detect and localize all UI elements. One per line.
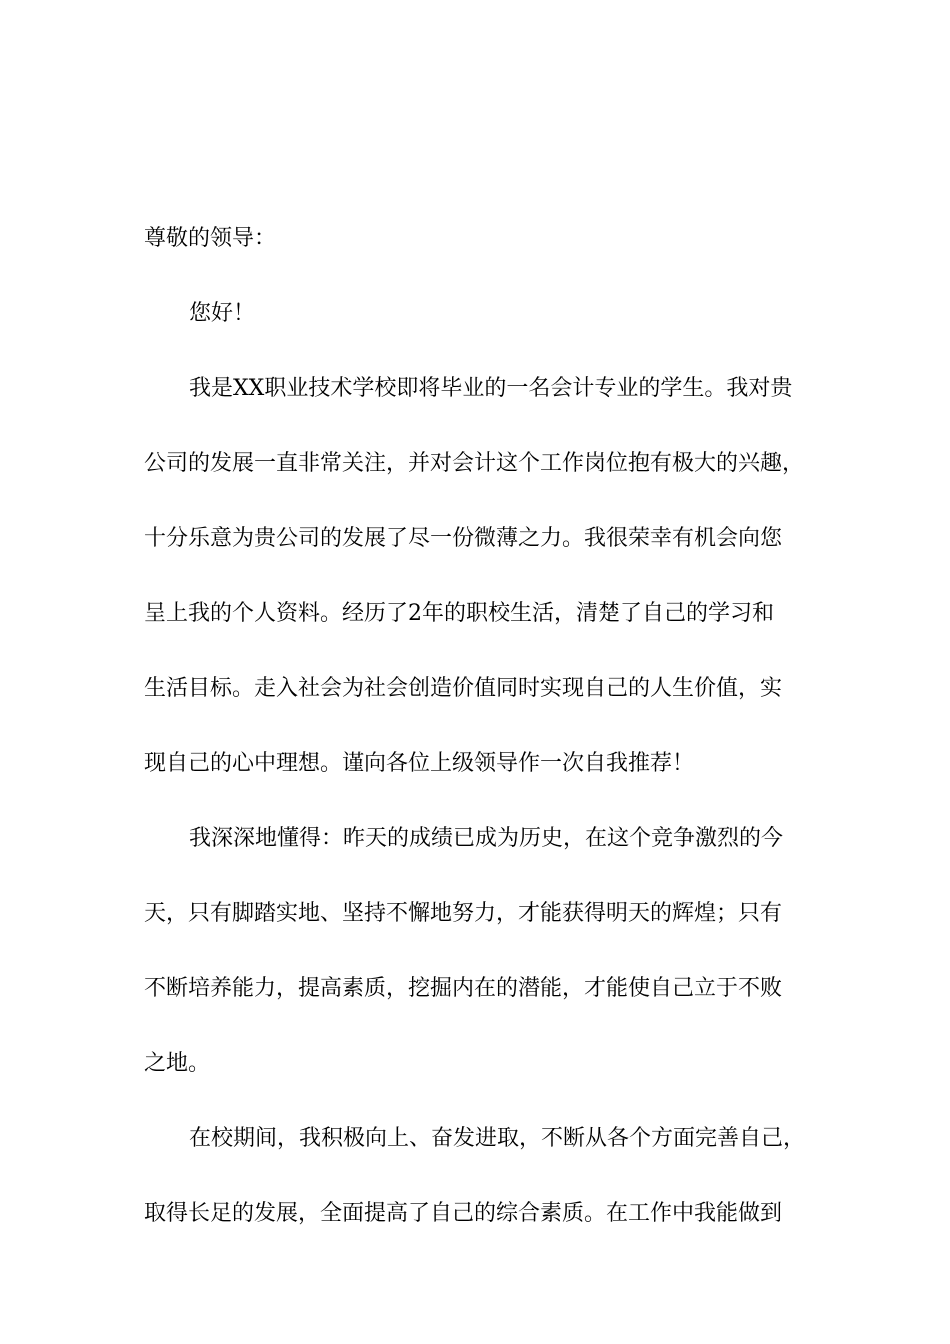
greeting: 您好！ [189,301,256,326]
salutation: 尊敬的领导： [144,226,277,251]
paragraph-line: 不断培养能力，提高素质，挖掘内在的潜能，才能使自己立于不败 [144,976,783,1001]
paragraph-line: 天，只有脚踏实地、坚持不懈地努力，才能获得明天的辉煌；只有 [144,901,783,926]
paragraph-line: 公司的发展一直非常关注，并对会计这个工作岗位抱有极大的兴趣， [144,451,805,476]
paragraph-line: 在校期间，我积极向上、奋发进取，不断从各个方面完善自己， [189,1126,806,1151]
paragraph-line: 我是XX职业技术学校即将毕业的一名会计专业的学生。我对贵 [189,376,793,401]
paragraph-line: 十分乐意为贵公司的发展了尽一份微薄之力。我很荣幸有机会向您 [144,526,783,551]
paragraph-line: 现自己的心中理想。谨向各位上级领导作一次自我推荐！ [144,751,695,776]
paragraph-line: 取得长足的发展，全面提高了自己的综合素质。在工作中我能做到 [144,1201,783,1226]
paragraph-line: 呈上我的个人资料。经历了2年的职校生活，清楚了自己的学习和 [144,601,774,626]
paragraph-line: 之地。 [144,1051,211,1076]
paragraph-line: 我深深地懂得：昨天的成绩已成为历史，在这个竞争激烈的今 [189,826,784,851]
letter-body [144,201,824,1251]
paragraph-line: 生活目标。走入社会为社会创造价值同时实现自己的人生价值，实 [144,676,783,701]
